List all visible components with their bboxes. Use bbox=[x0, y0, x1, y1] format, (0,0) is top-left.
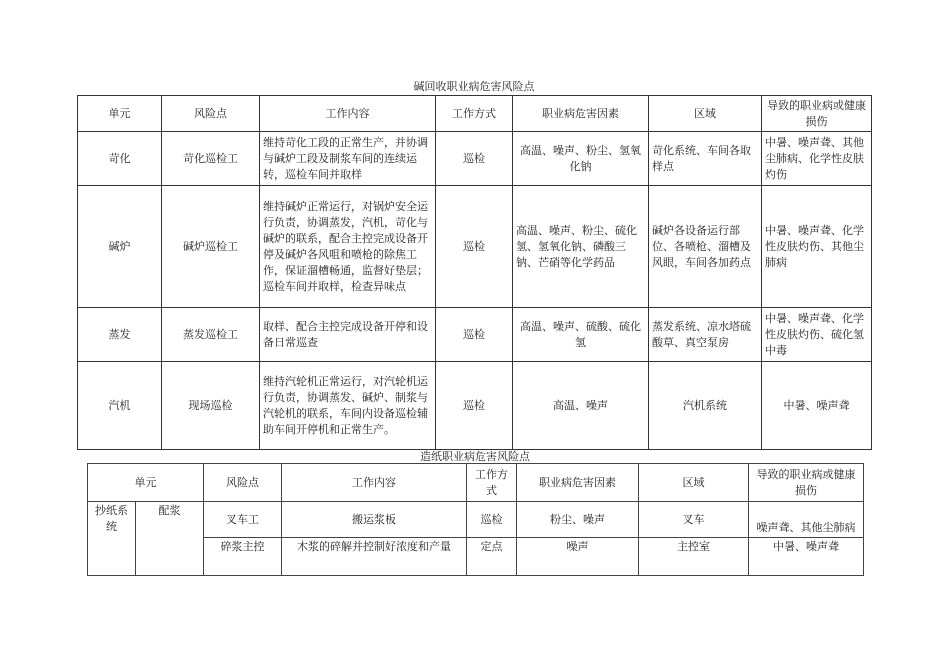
header-unit: 单元 bbox=[78, 96, 162, 132]
cell-disease: 噪声聋、其他尘肺病 bbox=[749, 502, 864, 538]
cell-work-mode: 巡检 bbox=[467, 502, 517, 538]
cell-work-mode: 巡检 bbox=[436, 132, 513, 186]
cell-work-content: 维持碱炉正常运行，对锅炉安全运行负责，协调蒸发，汽机，苛化与碱炉的联系，配合主控完成设备开停及碱炉各风咀和喷枪的除焦工作，保证溜槽畅通，监督好垫层；巡检车间并取样，检查异味点 bbox=[260, 186, 436, 308]
table2-title: 造纸职业病危害风险点 bbox=[420, 450, 530, 463]
table-row bbox=[78, 132, 872, 186]
header-work-content: 工作内容 bbox=[260, 96, 436, 132]
cell-disease: 中暑、噪声聋 bbox=[749, 538, 864, 576]
cell-work-content: 取样、配合主控完成设备开停和设备日常巡查 bbox=[260, 308, 436, 362]
cell-unit: 苛化 bbox=[78, 132, 162, 186]
cell-unit-sub: 配浆 bbox=[136, 502, 204, 576]
header-hazard-factors: 职业病危害因素 bbox=[513, 96, 649, 132]
cell-risk-point: 碱炉巡检工 bbox=[162, 186, 260, 308]
cell-area: 蒸发系统、凉水塔硫酸草、真空泵房 bbox=[649, 308, 762, 362]
cell-disease: 中暑、噪声聋、化学性皮肤灼伤、其他尘肺病 bbox=[762, 186, 872, 308]
header-disease: 导致的职业病或健康损伤 bbox=[762, 96, 872, 132]
cell-work-content: 搬运浆板 bbox=[282, 502, 467, 538]
header-unit: 单元 bbox=[88, 464, 204, 502]
header-work-content: 工作内容 bbox=[282, 464, 467, 502]
cell-unit: 蒸发 bbox=[78, 308, 162, 362]
cell-area: 汽机系统 bbox=[649, 362, 762, 450]
cell-area: 碱炉各设备运行部位、各喷枪、溜槽及风眼，车间各加药点 bbox=[649, 186, 762, 308]
cell-area: 苛化系统、车间各取样点 bbox=[649, 132, 762, 186]
header-area: 区域 bbox=[639, 464, 749, 502]
cell-hazard-factors: 高温、噪声 bbox=[513, 362, 649, 450]
cell-area: 主控室 bbox=[639, 538, 749, 576]
cell-work-mode: 巡检 bbox=[436, 186, 513, 308]
cell-work-mode: 定点 bbox=[467, 538, 517, 576]
cell-hazard-factors: 噪声 bbox=[517, 538, 639, 576]
cell-area: 叉车 bbox=[639, 502, 749, 538]
cell-work-content: 木浆的碎解并控制好浓度和产量 bbox=[282, 538, 467, 576]
cell-disease: 中暑、噪声聋、其他尘肺病、化学性皮肤灼伤 bbox=[762, 132, 872, 186]
cell-risk-point: 叉车工 bbox=[204, 502, 282, 538]
cell-unit: 碱炉 bbox=[78, 186, 162, 308]
header-disease: 导致的职业病或健康损伤 bbox=[749, 464, 864, 502]
cell-hazard-factors: 高温、噪声、粉尘、氢氧化钠 bbox=[513, 132, 649, 186]
header-work-mode: 工作方式 bbox=[436, 96, 513, 132]
cell-disease: 中暑、噪声聋 bbox=[762, 362, 872, 450]
cell-risk-point: 碎浆主控 bbox=[204, 538, 282, 576]
table-row bbox=[78, 362, 872, 450]
header-risk-point: 风险点 bbox=[204, 464, 282, 502]
cell-risk-point: 苛化巡检工 bbox=[162, 132, 260, 186]
cell-unit-main: 抄纸系统 bbox=[88, 502, 136, 576]
cell-work-content: 维持苛化工段的正常生产，并协调与碱炉工段及制浆车间的连续运转，巡检车间并取样 bbox=[260, 132, 436, 186]
table1-title: 碱回收职业病危害风险点 bbox=[413, 80, 535, 93]
table-row bbox=[78, 186, 872, 308]
table1-header-row bbox=[78, 96, 872, 132]
cell-hazard-factors: 粉尘、噪声 bbox=[517, 502, 639, 538]
papermaking-risk-table bbox=[87, 463, 864, 576]
cell-work-mode: 巡检 bbox=[436, 362, 513, 450]
table-row bbox=[88, 538, 864, 576]
alkali-recovery-risk-table bbox=[77, 95, 872, 450]
header-hazard-factors: 职业病危害因素 bbox=[517, 464, 639, 502]
cell-disease: 中暑、噪声聋、化学性皮肤灼伤、硫化氢中毒 bbox=[762, 308, 872, 362]
cell-risk-point: 现场巡检 bbox=[162, 362, 260, 450]
header-risk-point: 风险点 bbox=[162, 96, 260, 132]
cell-hazard-factors: 高温、噪声、粉尘、硫化氢、氢氧化钠、磷酸三钠、芒硝等化学药品 bbox=[513, 186, 649, 308]
table-row bbox=[78, 308, 872, 362]
cell-risk-point: 蒸发巡检工 bbox=[162, 308, 260, 362]
cell-work-content: 维持汽轮机正常运行，对汽轮机运行负责，协调蒸发、碱炉、制浆与汽轮机的联系，车间内设备巡检辅助车间开停机和正常生产。 bbox=[260, 362, 436, 450]
table-row bbox=[88, 502, 864, 538]
cell-unit: 汽机 bbox=[78, 362, 162, 450]
table2-header-row bbox=[88, 464, 864, 502]
cell-hazard-factors: 高温、噪声、硫酸、硫化氢 bbox=[513, 308, 649, 362]
header-area: 区域 bbox=[649, 96, 762, 132]
cell-work-mode: 巡检 bbox=[436, 308, 513, 362]
header-work-mode: 工作方式 bbox=[467, 464, 517, 502]
